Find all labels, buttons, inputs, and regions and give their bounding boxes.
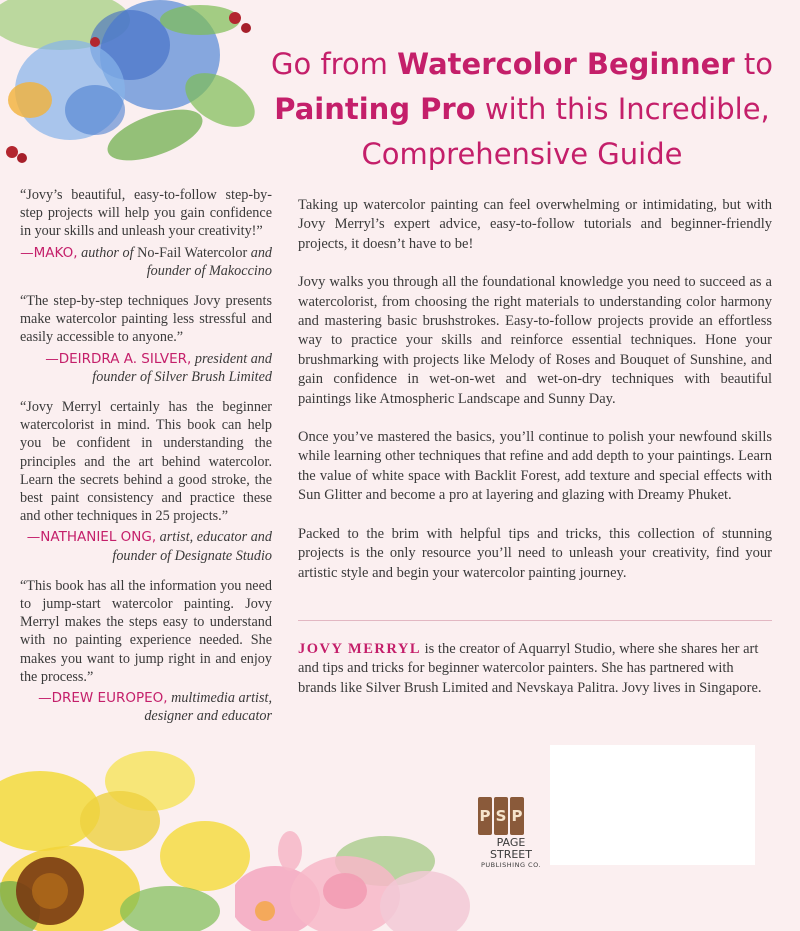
quote-attribution: —NATHANIEL ONG, artist, educator and founder of Designate Studio xyxy=(26,529,272,564)
author-name: JOVY MERRYL xyxy=(298,641,421,657)
quote-attribution: —MAKO, author of No-Fail Watercolor and founder of Makoccino xyxy=(20,244,272,279)
publisher-mark: P S P xyxy=(478,797,544,835)
headline xyxy=(262,42,782,177)
quote-text: “Jovy Merryl certainly has the beginner watercolorist in mind. This book can help you be confident in understanding the principles and the art behind watercolor. Learn the secrets behind a good stroke, the best paint consistency and practice these and other techniques in 25 projects.” xyxy=(20,399,272,525)
barcode-area xyxy=(550,745,755,865)
quote-text: “This book has all the information you need to jump-start watercolor painting. Jovy Merryl makes the steps easy to understand with no painting experience needed. She makes you want to jump right in and enjoy the process.” xyxy=(20,577,272,685)
quote-text: “The step-by-step techniques Jovy presents make watercolor painting less stressful and easily accessible to anyone.” xyxy=(20,293,272,346)
endorsement-quote xyxy=(20,186,272,280)
floral-bottom-left-illustration xyxy=(0,741,255,931)
publisher-logo xyxy=(478,797,544,869)
endorsement-quote xyxy=(20,398,272,565)
endorsement-quote xyxy=(20,577,272,726)
description-paragraph: Jovy walks you through all the foundational knowledge you need to succeed as a watercolorist, from choosing the right materials to understanding color harmony and mastering basic brushstrokes. Easy-to-follow projects provide an effortless way to practice your skills and reinforce essential techniques. Hone your brushmarking with projects like Melody of Roses and Bouquet of Sunshine, and gain confidence in wet-on-wet and wet-on-dry techniques with beautiful paintings like Atmospheric Landscape and Sunny Day. xyxy=(298,274,772,407)
endorsement-quotes xyxy=(20,186,272,737)
quote-attribution: —DREW EUROPEO, multimedia artist, designer and educator xyxy=(38,690,272,725)
author-bio xyxy=(298,640,772,698)
description-paragraph: Taking up watercolor painting can feel overwhelming or intimidating, but with Jovy Merryl’s expert advice, easy-to-follow tutorials and beginner-friendly projects, it doesn’t have to be! xyxy=(298,197,772,252)
quote-text: “Jovy’s beautiful, easy-to-follow step-by-step projects will help you gain confidence in your skills and unleash your creativity!” xyxy=(20,187,272,240)
headline-line-1: Go from Watercolor Beginner to xyxy=(271,47,773,81)
author-bio-text: is the creator of Aquarryl Studio, where she shares her art and tips and tricks for beginner watercolor painters. She has partnered with brands like Silver Brush Limited and Nevskaya Palitra. Jovy lives in Singapore. xyxy=(298,641,762,696)
publisher-subtitle: PUBLISHING CO. xyxy=(480,861,542,869)
floral-bottom-center-illustration xyxy=(235,791,475,931)
floral-top-left-illustration xyxy=(0,0,270,175)
description-paragraph: Once you’ve mastered the basics, you’ll continue to polish your newfound skills while learning other techniques that refine and add depth to your paintings. Learn the value of white space with Backlit Forest, add texture and special effects with Sun Glitter and become a pro at layering and glazing with Dreamy Phuket. xyxy=(298,429,772,504)
endorsement-quote xyxy=(20,292,272,386)
quote-attribution: —DEIRDRA A. SILVER, president and founder of Silver Brush Limited xyxy=(45,350,272,385)
headline-line-3: Comprehensive Guide xyxy=(361,137,683,171)
book-description xyxy=(298,196,772,602)
section-divider xyxy=(298,620,772,621)
headline-line-2: Painting Pro with this Incredible, xyxy=(274,92,770,126)
publisher-name: PAGE STREET xyxy=(490,836,532,861)
description-paragraph: Packed to the brim with helpful tips and tricks, this collection of stunning projects is the only resource you’ll need to unleash your creativity, find your artistic style and begin your watercolor painting journey. xyxy=(298,525,772,581)
